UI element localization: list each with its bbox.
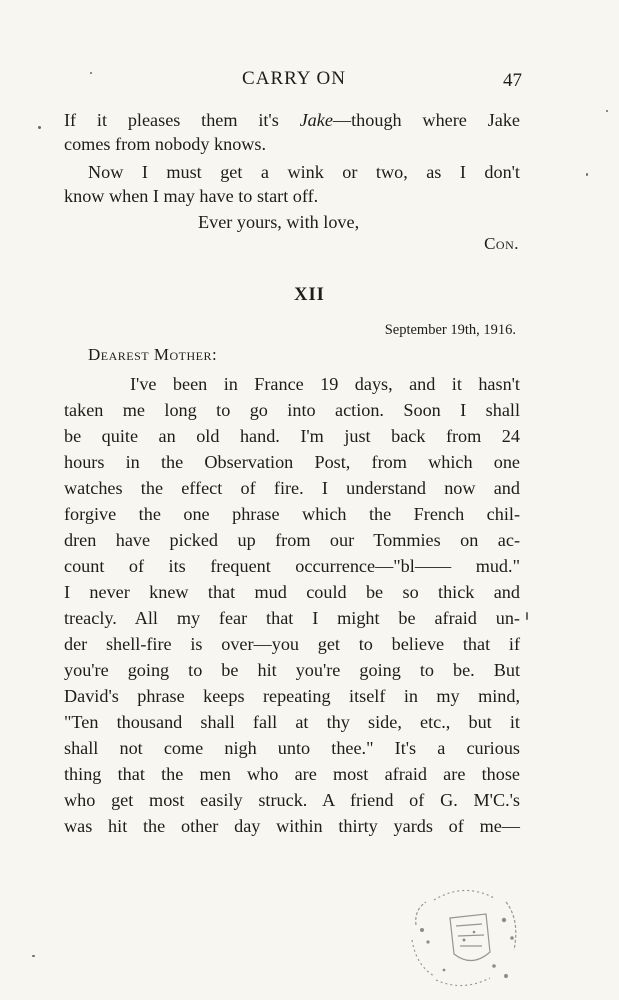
text-line: taken me long to go into action. Soon I shall xyxy=(64,400,520,420)
paper-speck xyxy=(606,110,608,112)
signature: Con. xyxy=(484,234,519,253)
text-line: know when I may have to start off. xyxy=(64,186,319,206)
text-line: count of its frequent occurrence—"bl—— mud." xyxy=(64,556,520,576)
text-line: be quite an old hand. I'm just back from 24 xyxy=(64,426,520,446)
section-number: XII xyxy=(294,285,325,305)
paper-speck xyxy=(586,173,588,176)
text-line: thing that the men who are most afraid are those xyxy=(64,764,520,784)
page-number: 47 xyxy=(503,70,522,91)
text-line: I never knew that mud could be so thick and xyxy=(64,582,520,602)
running-header xyxy=(64,68,524,94)
letter-date: September 19th, 1916. xyxy=(384,322,516,338)
text-line: "Ten thousand shall fall at thy side, etc., but it xyxy=(64,712,520,732)
running-title: CARRY ON xyxy=(242,68,346,89)
text-line: forgive the one phrase which the French chil- xyxy=(64,504,520,524)
text-line: der shell-fire is over—you get to believe that if xyxy=(64,634,520,654)
library-stamp xyxy=(394,880,529,995)
emphasis: Jake xyxy=(299,110,333,130)
text-line: If it pleases them it's Jake—though where Jake xyxy=(64,110,520,130)
closing-line: Ever yours, with love, xyxy=(198,212,360,232)
text-line: David's phrase keeps repeating itself in my mind, xyxy=(64,686,520,706)
text-line: was hit the other day within thirty yards of me— xyxy=(64,816,520,836)
paper-speck xyxy=(38,126,41,129)
text-line: you're going to be hit you're going to be. But xyxy=(64,660,520,680)
salutation: Dearest Mother: xyxy=(88,345,218,364)
text-line: treacly. All my fear that I might be afraid un- xyxy=(64,608,520,628)
text-line: comes from nobody knows. xyxy=(64,134,267,154)
paper-speck xyxy=(32,955,35,957)
text-line: hours in the Observation Post, from which one xyxy=(64,452,520,472)
paper-speck xyxy=(526,612,528,620)
paper-speck xyxy=(90,72,92,74)
text-line: who get most easily struck. A friend of G. M'C.'s xyxy=(64,790,520,810)
text-line: shall not come nigh unto thee." It's a curious xyxy=(64,738,520,758)
text-line: watches the effect of fire. I understand now and xyxy=(64,478,520,498)
text-line: Now I must get a wink or two, as I don't xyxy=(88,162,520,182)
text-line: dren have picked up from our Tommies on ac- xyxy=(64,530,520,550)
text-line: I've been in France 19 days, and it hasn't xyxy=(130,374,520,394)
